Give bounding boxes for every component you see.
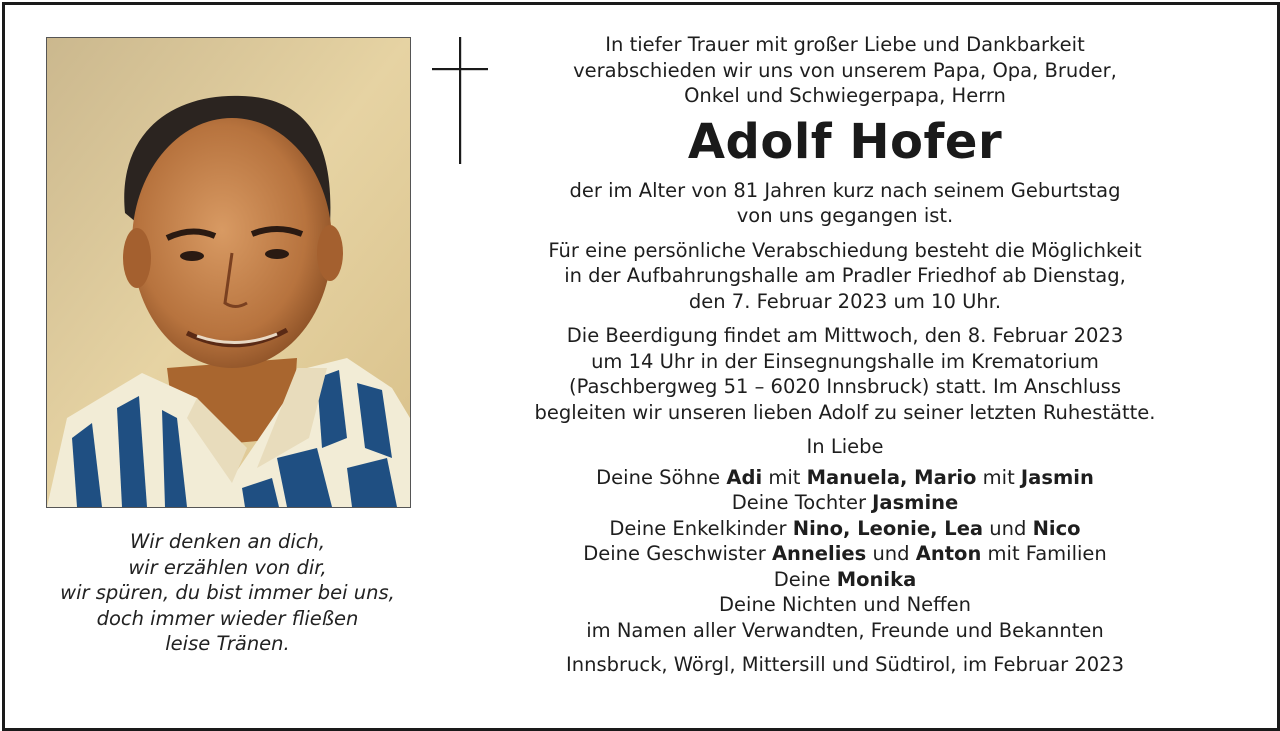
notice-text <box>500 32 1190 678</box>
closing-line: In Liebe <box>806 435 884 458</box>
funeral-line: begleiten wir unseren lieben Adolf zu seiner letzten Ruhestätte. <box>534 400 1156 424</box>
funeral-line: (Paschbergweg 51 – 6020 Innsbruck) statt. Im Anschluss <box>568 375 1122 398</box>
family-nieces: Deine Nichten und Neffen <box>719 593 971 616</box>
poem-line: wir spüren, du bist immer bei uns, <box>60 581 395 604</box>
portrait-photo <box>46 37 411 508</box>
deceased-name: Adolf Hofer <box>687 113 1003 170</box>
viewing-line: in der Aufbahrungshalle am Pradler Friedhof ab Dienstag, <box>564 264 1126 287</box>
place-date: Innsbruck, Wörgl, Mittersill und Südtirol, im Februar 2023 <box>566 653 1124 676</box>
funeral-line: um 14 Uhr in der Einsegnungshalle im Krematorium <box>591 349 1099 373</box>
viewing-line: den 7. Februar 2023 um 10 Uhr. <box>688 289 1002 313</box>
family-sons: Deine Söhne Adi mit Manuela, Mario mit Jasmin <box>596 465 1094 489</box>
funeral-line: Die Beerdigung findet am Mittwoch, den 8. Februar 2023 <box>566 324 1124 347</box>
viewing-line: Für eine persönliche Verabschiedung besteht die Möglichkeit <box>548 238 1142 262</box>
family-partner: Deine Monika <box>773 567 917 591</box>
family-daughter: Deine Tochter Jasmine <box>731 491 959 514</box>
family-grandchildren: Deine Enkelkinder Nino, Leonie, Lea und Nico <box>609 516 1081 540</box>
poem-line: wir erzählen von dir, <box>128 555 327 579</box>
poem-line: Wir denken an dich, <box>129 530 326 553</box>
poem-line: leise Tränen. <box>165 632 290 655</box>
family-relatives: im Namen aller Verwandten, Freunde und Bekannten <box>586 618 1104 642</box>
intro-line: verabschieden wir uns von unserem Papa, Opa, Bruder, <box>573 58 1117 82</box>
family-siblings: Deine Geschwister Annelies und Anton mit Familien <box>583 542 1107 565</box>
age-line: der im Alter von 81 Jahren kurz nach seinem Geburtstag <box>569 178 1121 202</box>
intro-line: Onkel und Schwiegerpapa, Herrn <box>684 84 1006 107</box>
poem-line: doch immer wieder fließen <box>96 606 359 630</box>
age-line: von uns gegangen ist. <box>736 204 954 227</box>
cross-icon <box>432 37 488 164</box>
memorial-poem <box>30 529 425 657</box>
intro-line: In tiefer Trauer mit großer Liebe und Dankbarkeit <box>605 33 1085 56</box>
